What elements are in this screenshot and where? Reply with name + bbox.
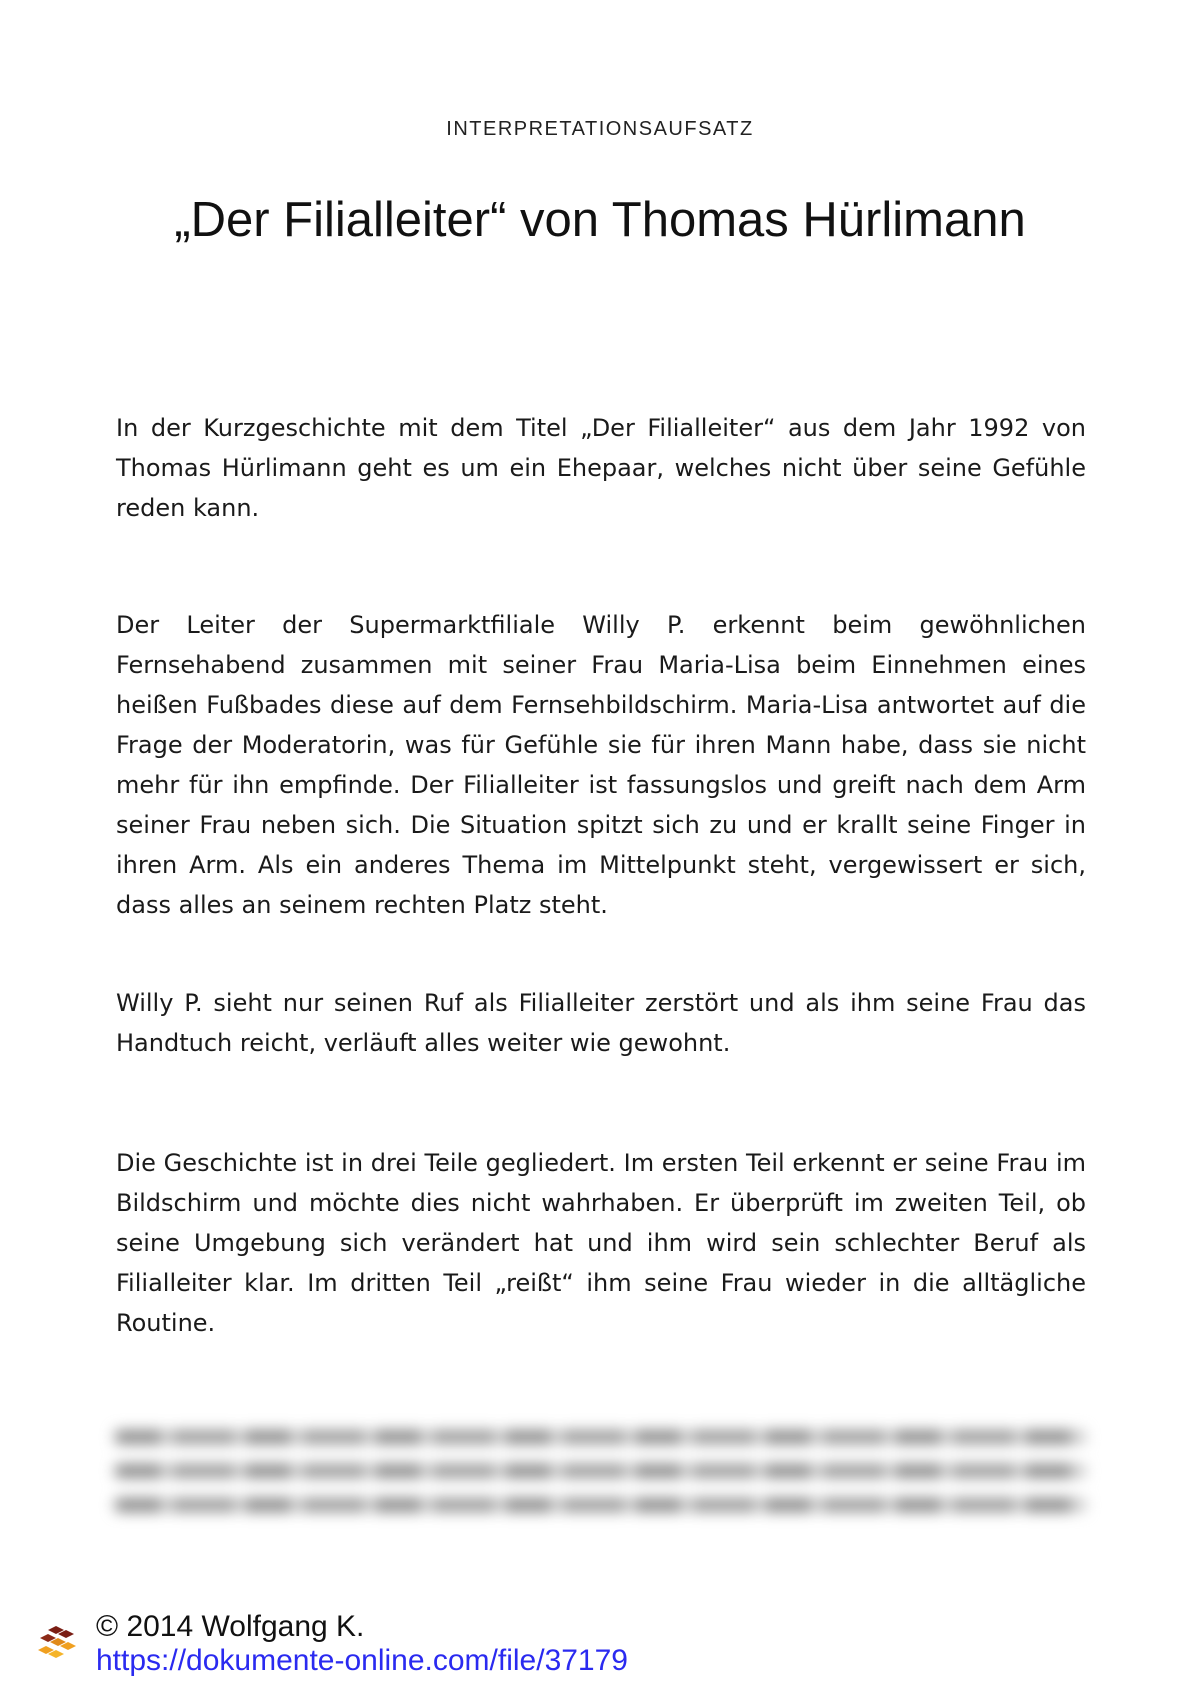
copyright-text: © 2014 Wolfgang K. <box>96 1610 365 1643</box>
document-title: „Der Filialleiter“ von Thomas Hürlimann <box>174 193 1026 247</box>
blurred-line <box>115 1430 1085 1444</box>
paragraph-intro: In der Kurzgeschichte mit dem Titel „Der Filialleiter“ aus dem Jahr 1992 von Thomas Hürlimann geht es um ein Ehepaar, welches nicht über seine Gefühle reden kann. <box>116 414 1086 522</box>
paragraph-ending: Willy P. sieht nur seinen Ruf als Filialleiter zerstört und als ihm seine Frau das Handtuch reicht, verläuft alles weiter wie gewohnt. <box>116 989 1086 1057</box>
paragraph-structure: Die Geschichte ist in drei Teile gegliedert. Im ersten Teil erkennt er seine Frau im Bildschirm und möchte dies nicht wahrhaben. Er überprüft im zweiten Teil, ob seine Umgebung sich verändert hat und ihm wird sein schlechter Beruf als Filialleiter klar. Im dritten Teil „reißt“ ihm seine Frau wieder in die alltägliche Routine. <box>116 1149 1086 1337</box>
blurred-line <box>115 1498 1085 1512</box>
document-footer <box>34 1610 834 1680</box>
blurred-line <box>115 1464 1085 1478</box>
blurred-text-preview <box>105 1420 1095 1544</box>
document-kicker: INTERPRETATIONSAUFSATZ <box>446 118 754 140</box>
paragraph-summary: Der Leiter der Supermarktfiliale Willy P. erkennt beim gewöhnlichen Fernsehabend zusammen mit seiner Frau Maria-Lisa beim Einnehmen eines heißen Fußbades diese auf dem Fernsehbildschirm. Maria-Lisa antwortet auf die Frage der Moderatorin, was für Gefühle sie für ihren Mann habe, dass sie nicht mehr für ihn empfinde. Der Filialleiter ist fassungslos und greift nach dem Arm seiner Frau neben sich. Die Situation spitzt sich zu und er krallt seine Finger in ihren Arm. Als ein anderes Thema im Mittelpunkt steht, vergewissert er sich, dass alles an seinem rechten Platz steht. <box>116 611 1086 919</box>
stacked-diamonds-logo-icon <box>34 1624 86 1664</box>
source-link[interactable]: https://dokumente-online.com/file/37179 <box>96 1644 628 1677</box>
